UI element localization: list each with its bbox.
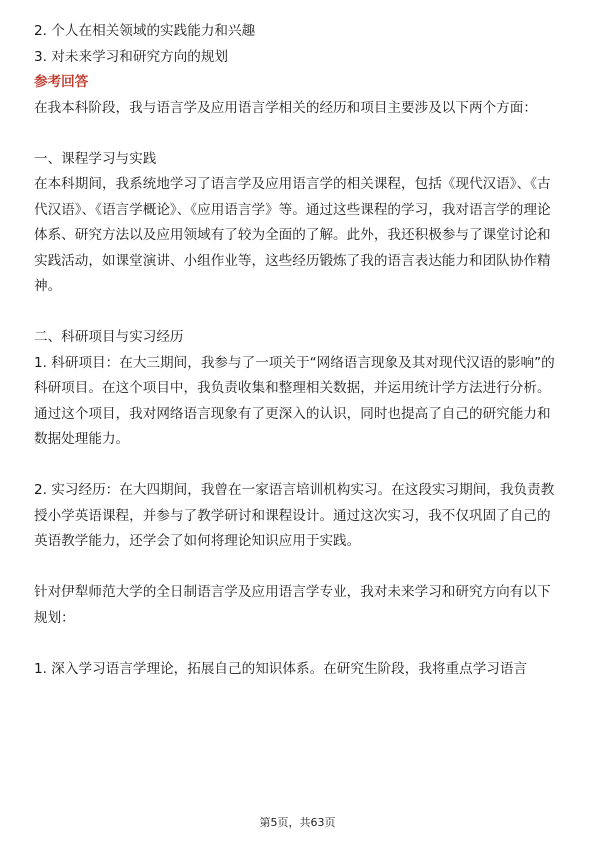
paragraph-spacer xyxy=(34,631,562,657)
answer-intro: 在我本科阶段，我与语言学及应用语言学相关的经历和项目主要涉及以下两个方面： xyxy=(34,99,537,116)
paragraph-spacer xyxy=(34,555,562,581)
paragraph-spacer xyxy=(34,300,562,326)
paragraph-spacer xyxy=(34,121,562,147)
section-2-item-internship: 2. 实习经历：在大四期间，我曾在一家语言培训机构实习。在这段实习期间，我负责教授小学英语课程，并参与了教学研讨和课程设计。通过这次实习，我不仅巩固了自己的英语教学能力，还学会了如何将理论知识应用于实践。 xyxy=(34,482,555,549)
paragraph-spacer xyxy=(34,453,562,479)
question-point-2: 2. 个人在相关领域的实践能力和兴趣 xyxy=(34,23,256,39)
page-number: 第5页，共63页 xyxy=(259,816,336,829)
section-1-body: 在本科期间，我系统地学习了语言学及应用语言学的相关课程，包括《现代汉语》、《古代汉语》、《语言学概论》、《应用语言学》等。通过这些课程的学习，我对语言学的理论体系、研究方法以及应用领域有了较为全面的了解。此外，我还积极参与了课堂讨论和实践活动，如课堂演讲、小组作业等，这些经历锻炼了我的语言表达能力和团队协作精神。 xyxy=(34,176,551,294)
plan-item-1: 1. 深入学习语言学理论，拓展自己的知识体系。在研究生阶段，我将重点学习语言 xyxy=(34,660,528,677)
page-content xyxy=(34,19,562,682)
section-2-title: 二、科研项目与实习经历 xyxy=(34,329,184,345)
section-2-item-research: 1. 科研项目：在大三期间，我参与了一项关于“网络语言现象及其对现代汉语的影响”的科研项目。在这个项目中，我负责收集和整理相关数据，并运用统计学方法进行分析。通过这个项目，我对网络语言现象有了更深入的认识，同时也提高了自己的研究能力和数据处理能力。 xyxy=(34,354,555,447)
section-1-title: 一、课程学习与实践 xyxy=(34,150,157,167)
question-point-3: 3. 对未来学习和研究方向的规划 xyxy=(34,48,229,65)
plan-intro: 针对伊犁师范大学的全日制语言学及应用语言学专业，我对未来学习和研究方向有以下规划： xyxy=(34,584,551,626)
answer-heading: 参考回答 xyxy=(34,74,89,90)
